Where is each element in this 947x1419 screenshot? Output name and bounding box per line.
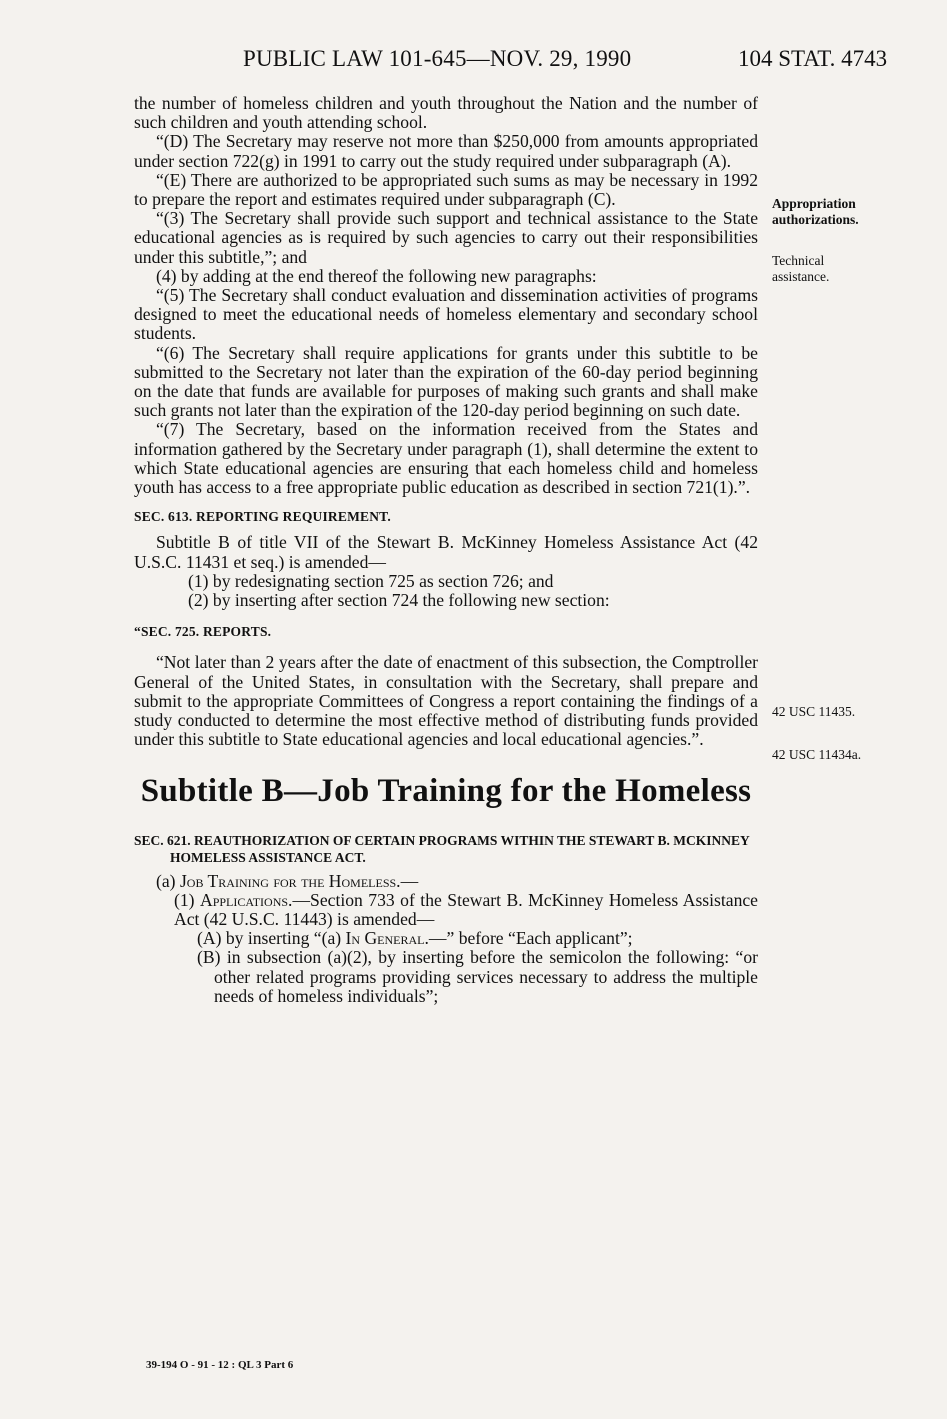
margin-note-appropriation [772, 196, 859, 228]
subparagraph-a-text2: —” before “Each applicant”; [428, 928, 633, 949]
paragraph: (1) by redesignating section 725 as section 726; and [188, 570, 554, 591]
subsection-a-dash: — [400, 870, 419, 891]
subsection-a [134, 872, 758, 891]
margin-note-line: authorizations. [772, 212, 859, 227]
subparagraph-a-heading: In General. [345, 928, 429, 949]
subparagraph-a [134, 929, 758, 948]
paragraph-1-prefix: (1) [174, 889, 200, 910]
margin-note-usc-11434a: 42 USC 11434a. [772, 747, 862, 762]
paragraph: “(E) There are authorized to be appropriated such sums as may be necessary in 1992 to prepare the report and estimates required under subparagraph (C). [134, 169, 758, 210]
print-footer: 39-194 O - 91 - 12 : QL 3 Part 6 [146, 1359, 294, 1371]
paragraph: Subtitle B of title VII of the Stewart B. McKinney Homeless Assistance Act (42 U.S.C. 11431 et seq.) is amended— [134, 532, 758, 572]
header-title: PUBLIC LAW 101-645—NOV. 29, 1990 [243, 46, 632, 71]
section-heading-613: SEC. 613. REPORTING REQUIREMENT. [134, 509, 391, 525]
page-citation: 104 STAT. 4743 [738, 46, 888, 71]
subsection-a-heading: Job Training for the Homeless. [179, 870, 401, 891]
margin-note-technical [772, 253, 829, 285]
paragraph: “(3) The Secretary shall provide such support and technical assistance to the State educational agencies as is required by such agencies to carry out their responsibilities under this subtitle,”; and [134, 208, 758, 267]
paragraph-1-text: —Section 733 of the Stewart B. McKinney Homeless Assistance Act (42 U.S.C. 11443) is amended— [174, 889, 758, 929]
paragraph-1 [134, 891, 758, 929]
document-body [134, 94, 758, 1006]
section-heading-621: SEC. 621. REAUTHORIZATION OF CERTAIN PROGRAMS WITHIN THE STEWART B. MCKINNEY HOMELESS ASSISTANCE ACT. [134, 832, 750, 865]
paragraph: the number of homeless children and youth throughout the Nation and the number of such children and youth attending school. [134, 93, 758, 133]
paragraph: “(7) The Secretary, based on the information received from the States and information gathered by the Secretary under paragraph (1), shall determine the extent to which State educational agencies are ensuring that each homeless child and homeless youth has access to a free appropriate public education as described in section 721(1).”. [134, 419, 758, 498]
paragraph: (4) by adding at the end thereof the following new paragraphs: [156, 265, 597, 286]
paragraph-1-heading: Applications. [200, 889, 293, 910]
margin-note-line: Appropriation [772, 196, 856, 211]
margin-note-line: Technical [772, 253, 825, 268]
margin-note-usc-11435: 42 USC 11435. [772, 704, 856, 719]
paragraph: “(6) The Secretary shall require applications for grants under this subtitle to be submitted to the Secretary not later than the expiration of the 60-day period beginning on the date that funds are available for purposes of making such grants and shall make such grants not later than the expiration of the 120-day period beginning on such date. [134, 342, 758, 421]
subtitle-heading: Subtitle B—Job Training for the Homeless [140, 772, 752, 809]
running-header [0, 46, 947, 76]
margin-note-line: assistance. [772, 269, 830, 284]
paragraph: “(D) The Secretary may reserve not more than $250,000 from amounts appropriated under section 722(g) in 1991 to carry out the study required under subparagraph (A). [134, 131, 758, 171]
paragraph: “(5) The Secretary shall conduct evaluation and dissemination activities of programs designed to meet the educational needs of homeless elementary and secondary school students. [134, 285, 758, 344]
subparagraph-b: (B) in subsection (a)(2), by inserting before the semicolon the following: “or other related programs providing services necessary to address the multiple needs of homeless individuals”; [197, 947, 758, 1006]
subsection-a-prefix: (a) [156, 870, 180, 891]
section-heading-725: “SEC. 725. REPORTS. [134, 624, 272, 640]
subparagraph-a-text1: (A) by inserting “(a) [197, 928, 346, 949]
paragraph: “Not later than 2 years after the date of enactment of this subsection, the Comptroller General of the United States, in consultation with the Secretary, shall prepare and submit to the appropriate Committees of Congress a report containing the findings of a study conducted to determine the most effective method of distributing funds provided under this subtitle to State educational agencies and local educational agencies.”. [134, 652, 758, 750]
paragraph: (2) by inserting after section 724 the following new section: [188, 590, 610, 611]
